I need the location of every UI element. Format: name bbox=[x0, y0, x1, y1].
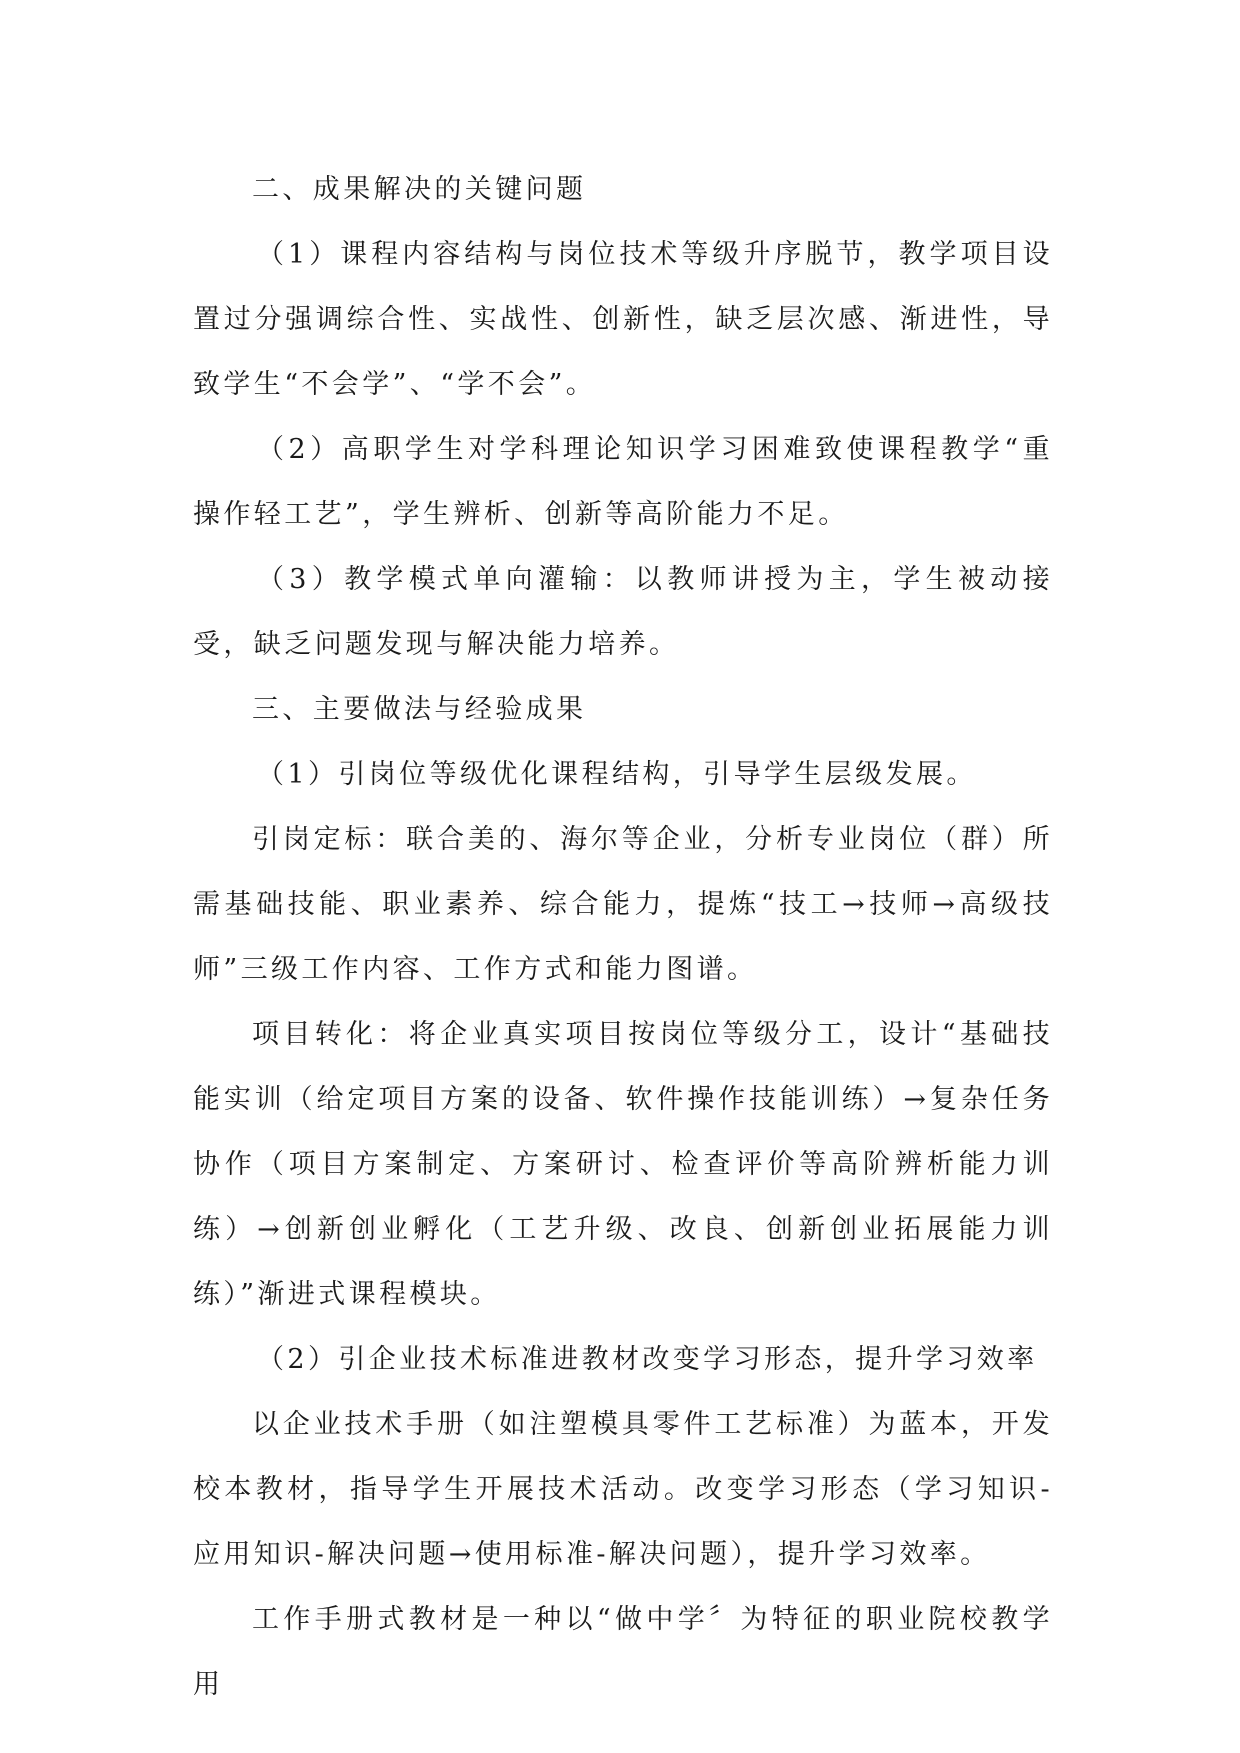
paragraph-problem-1: （1）课程内容结构与岗位技术等级升序脱节，教学项目设置过分强调综合性、实战性、创新性，缺乏层次感、渐进性，导致学生“不会学”、“学不会”。 bbox=[193, 239, 1053, 400]
paragraph-practice-2: （2）引企业技术标准进教材改变学习形态，提升学习效率 bbox=[257, 1344, 1038, 1375]
document-body bbox=[193, 157, 1053, 1717]
paragraph-practice-1-project: 项目转化：将企业真实项目按岗位等级分工，设计“基础技能实训（给定项目方案的设备、软件操作技能训练）→复杂任务协作（项目方案制定、方案研讨、检查评价等高阶辨析能力训练）→创新创业孵化（工艺升级、改良、创新创业拓展能力训练）”渐进式课程模块。 bbox=[193, 1019, 1053, 1310]
section-heading-key-problems: 二、成果解决的关键问题 bbox=[252, 174, 587, 205]
paragraph-problem-2: （2）高职学生对学科理论知识学习困难致使课程教学“重操作轻工艺”，学生辨析、创新等高阶能力不足。 bbox=[193, 434, 1053, 530]
paragraph-practice-1-standard: 引岗定标：联合美的、海尔等企业，分析专业岗位（群）所需基础技能、职业素养、综合能力，提炼“技工→技师→高级技师”三级工作内容、工作方式和能力图谱。 bbox=[193, 824, 1053, 985]
paragraph-practice-1: （1）引岗位等级优化课程结构，引导学生层级发展。 bbox=[257, 759, 977, 790]
section-heading-practices: 三、主要做法与经验成果 bbox=[252, 694, 587, 725]
paragraph-practice-2-textbook: 以企业技术手册（如注塑模具零件工艺标准）为蓝本，开发校本教材，指导学生开展技术活动。改变学习形态（学习知识-应用知识-解决问题→使用标准-解决问题），提升学习效率。 bbox=[193, 1409, 1053, 1570]
paragraph-practice-2-workbook: 工作手册式教材是一种以“做中学〞为特征的职业院校教学用 bbox=[193, 1604, 1053, 1700]
paragraph-problem-3: （3）教学模式单向灌输：以教师讲授为主，学生被动接受，缺乏问题发现与解决能力培养。 bbox=[193, 564, 1053, 660]
